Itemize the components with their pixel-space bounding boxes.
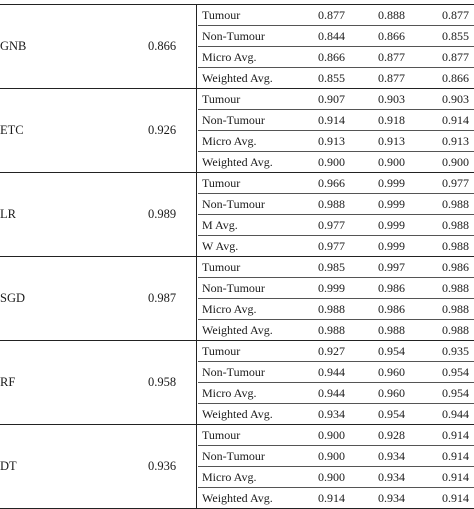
column-divider — [196, 341, 197, 424]
value-cell: 0.914 — [442, 449, 469, 463]
class-cell — [202, 0, 273, 1]
value-cell: 0.877 — [442, 50, 469, 64]
table-row — [198, 110, 474, 131]
value-cell: 0.960 — [378, 386, 405, 400]
value-cell: 0.986 — [378, 302, 405, 316]
table-row — [198, 89, 474, 110]
value-cell: 0.900 — [318, 155, 345, 169]
value-cell: 0.954 — [442, 386, 469, 400]
value-cell: 0.960 — [378, 365, 405, 379]
value-cell: 0.988 — [442, 281, 469, 295]
value-cell: 0.999 — [378, 239, 405, 253]
metric-rows — [198, 425, 474, 508]
value-cell: 0.913 — [378, 134, 405, 148]
value-cell: 0.913 — [442, 134, 469, 148]
metric-rows — [198, 5, 474, 88]
value-cell: 0.918 — [378, 113, 405, 127]
class-cell: Non-Tumour — [202, 449, 265, 463]
table-row — [198, 446, 474, 467]
value-cell: 0.888 — [378, 8, 405, 22]
table-row — [198, 383, 474, 404]
class-cell: Non-Tumour — [202, 29, 265, 43]
class-cell: Tumour — [202, 176, 241, 190]
model-group — [0, 341, 474, 425]
table-row — [198, 257, 474, 278]
value-cell: 0.914 — [442, 491, 469, 505]
value-cell: 0.988 — [442, 323, 469, 337]
table-row — [198, 47, 474, 68]
value-cell: 0.954 — [442, 365, 469, 379]
model-group — [0, 173, 474, 257]
model-accuracy: 0.989 — [148, 207, 177, 221]
model-name: ETC — [0, 123, 24, 137]
value-cell: 0.934 — [378, 491, 405, 505]
model-group — [0, 425, 474, 509]
table-row — [198, 299, 474, 320]
class-cell: M Avg. — [202, 218, 238, 232]
table-row — [198, 131, 474, 152]
class-cell: Non-Tumour — [202, 113, 265, 127]
class-cell: Micro Avg. — [202, 50, 257, 64]
class-cell: Weighted Avg. — [202, 407, 273, 421]
column-divider — [196, 257, 197, 340]
class-cell: Micro Avg. — [202, 134, 257, 148]
value-cell: 0.977 — [442, 176, 469, 190]
value-cell: 0.900 — [318, 470, 345, 484]
value-cell: 0.988 — [318, 323, 345, 337]
table-row — [198, 362, 474, 383]
model-group — [0, 89, 474, 173]
metric-rows — [198, 341, 474, 424]
table-row — [198, 26, 474, 47]
class-cell: Micro Avg. — [202, 302, 257, 316]
value-cell: 0.999 — [318, 281, 345, 295]
value-cell: 0.914 — [442, 428, 469, 442]
value-cell: 0.988 — [442, 302, 469, 316]
table-row — [198, 467, 474, 488]
value-cell: 0.903 — [378, 92, 405, 106]
model-group — [0, 257, 474, 341]
table-row — [198, 68, 474, 88]
value-cell: 0.935 — [442, 344, 469, 358]
value-cell: 0.999 — [378, 218, 405, 232]
metric-rows — [198, 89, 474, 172]
table-row — [198, 404, 474, 424]
value-cell: 0.988 — [442, 218, 469, 232]
model-name: RF — [0, 375, 16, 389]
class-cell: Weighted Avg. — [202, 71, 273, 85]
value-cell: 0.844 — [318, 29, 345, 43]
table-row — [198, 320, 474, 340]
value-cell: 0.988 — [318, 302, 345, 316]
value-cell: 0.934 — [378, 470, 405, 484]
class-cell: W Avg. — [202, 239, 239, 253]
value-cell: 0.900 — [318, 449, 345, 463]
value-cell: 0.944 — [442, 407, 469, 421]
class-cell: Weighted Avg. — [202, 155, 273, 169]
table-row — [198, 488, 474, 508]
class-cell: Tumour — [202, 92, 241, 106]
value-cell: 0.977 — [318, 218, 345, 232]
value-cell: 0.877 — [378, 50, 405, 64]
value-cell: 0.944 — [318, 365, 345, 379]
column-divider — [196, 173, 197, 256]
value-cell: 0.900 — [378, 155, 405, 169]
table-row — [198, 5, 474, 26]
table-row — [198, 152, 474, 172]
value-cell: 0.900 — [318, 428, 345, 442]
class-cell: Non-Tumour — [202, 365, 265, 379]
model-name: GNB — [0, 39, 27, 53]
value-cell: 0.914 — [318, 113, 345, 127]
value-cell: 0.855 — [318, 71, 345, 85]
model-accuracy: 0.866 — [148, 39, 177, 53]
class-cell: Non-Tumour — [202, 197, 265, 211]
class-cell: Weighted Avg. — [202, 323, 273, 337]
metric-rows — [198, 257, 474, 340]
model-name: LR — [0, 207, 16, 221]
value-cell: 0.986 — [378, 281, 405, 295]
value-cell: 0.934 — [318, 407, 345, 421]
column-divider — [196, 425, 197, 508]
value-cell: 0.907 — [318, 92, 345, 106]
value-cell: 0.914 — [318, 491, 345, 505]
model-accuracy: 0.936 — [148, 459, 177, 473]
table-row — [198, 341, 474, 362]
value-cell — [442, 0, 469, 1]
value-cell: 0.877 — [442, 8, 469, 22]
class-cell: Tumour — [202, 428, 241, 442]
value-cell: 0.900 — [442, 155, 469, 169]
metric-rows — [198, 173, 474, 256]
value-cell: 0.999 — [378, 176, 405, 190]
value-cell: 0.999 — [378, 197, 405, 211]
value-cell: 0.966 — [318, 176, 345, 190]
value-cell: 0.914 — [442, 113, 469, 127]
table-row — [198, 278, 474, 299]
value-cell: 0.866 — [318, 50, 345, 64]
value-cell: 0.986 — [442, 260, 469, 274]
class-cell: Tumour — [202, 8, 241, 22]
value-cell: 0.877 — [318, 8, 345, 22]
value-cell: 0.913 — [318, 134, 345, 148]
value-cell: 0.928 — [378, 428, 405, 442]
column-divider — [196, 89, 197, 172]
value-cell: 0.997 — [378, 260, 405, 274]
value-cell: 0.866 — [442, 71, 469, 85]
class-cell: Micro Avg. — [202, 386, 257, 400]
model-accuracy: 0.926 — [148, 123, 177, 137]
model-group — [0, 5, 474, 89]
table-row — [198, 236, 474, 256]
class-cell: Tumour — [202, 344, 241, 358]
value-cell: 0.988 — [442, 239, 469, 253]
value-cell: 0.927 — [318, 344, 345, 358]
class-cell: Non-Tumour — [202, 281, 265, 295]
value-cell: 0.954 — [378, 407, 405, 421]
table-row — [198, 425, 474, 446]
value-cell: 0.866 — [378, 29, 405, 43]
value-cell: 0.954 — [378, 344, 405, 358]
value-cell: 0.985 — [318, 260, 345, 274]
value-cell: 0.934 — [378, 449, 405, 463]
value-cell: 0.988 — [442, 197, 469, 211]
value-cell: 0.944 — [318, 386, 345, 400]
value-cell: 0.914 — [442, 470, 469, 484]
table-row — [198, 194, 474, 215]
model-name: DT — [0, 459, 17, 473]
class-cell: Tumour — [202, 260, 241, 274]
column-divider — [196, 5, 197, 88]
value-cell: 0.855 — [442, 29, 469, 43]
class-cell: Weighted Avg. — [202, 491, 273, 505]
value-cell: 0.988 — [318, 197, 345, 211]
value-cell: 0.903 — [442, 92, 469, 106]
value-cell — [318, 0, 345, 1]
table-row — [198, 173, 474, 194]
class-cell: Micro Avg. — [202, 470, 257, 484]
value-cell: 0.977 — [318, 239, 345, 253]
model-accuracy: 0.958 — [148, 375, 177, 389]
value-cell — [378, 0, 405, 1]
table-row — [198, 215, 474, 236]
value-cell: 0.877 — [378, 71, 405, 85]
model-name: SGD — [0, 291, 26, 305]
model-accuracy: 0.987 — [148, 291, 177, 305]
value-cell: 0.988 — [378, 323, 405, 337]
